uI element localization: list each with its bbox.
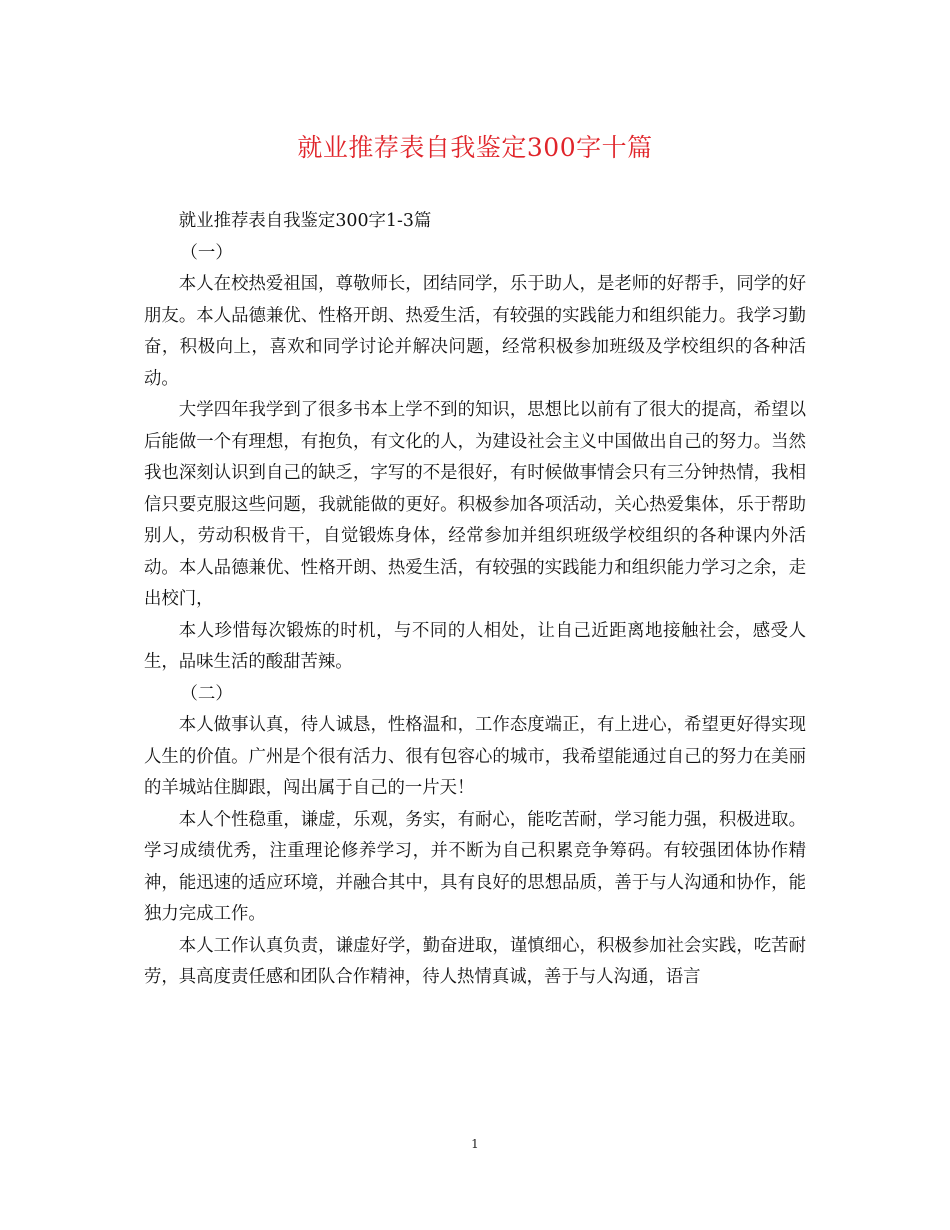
paragraph: 本人珍惜每次锻炼的时机，与不同的人相处，让自己近距离地接触社会，感受人生，品味生活的酸甜苦辣。 [144, 620, 806, 672]
section-heading: （一） [180, 242, 233, 263]
document-title: 就业推荐表自我鉴定300字十篇 [297, 133, 653, 162]
paragraph: 大学四年我学到了很多书本上学不到的知识，思想比以前有了很大的提高，希望以后能做一个有理想，有抱负，有文化的人，为建设社会主义中国做出自己的努力。当然我也深刻认识到自己的缺乏，字写的不是很好，有时候做事情会只有三分钟热情，我相信只要克服这些问题，我就能做的更好。积极参加各项活动，关心热爱集体，乐于帮助别人，劳动积极肯干，自觉锻炼身体，经常参加并组织班级学校组织的各种课内外活动。本人品德兼优、性格开朗、热爱生活，有较强的实践能力和组织能力学习之余，走出校门， [144, 400, 806, 609]
paragraph: 本人个性稳重，谦虚，乐观，务实，有耐心，能吃苦耐，学习能力强，积极进取。学习成绩优秀，注重理论修养学习，并不断为自己积累竞争筹码。有较强团体协作精神，能迅速的适应环境，并融合其中，具有良好的思想品质，善于与人沟通和协作，能独力完成工作。 [144, 809, 806, 924]
page-number: 1 [471, 1137, 479, 1151]
document-body [144, 206, 806, 994]
paragraph: 本人在校热爱祖国，尊敬师长，团结同学，乐于助人，是老师的好帮手，同学的好朋友。本人品德兼优、性格开朗、热爱生活，有较强的实践能力和组织能力。我学习勤奋，积极向上，喜欢和同学讨论并解决问题，经常积极参加班级及学校组织的各种活动。 [144, 274, 806, 389]
paragraph: 本人工作认真负责，谦虚好学，勤奋进取，谨慎细心，积极参加社会实践，吃苦耐劳，具高度责任感和团队合作精神，待人热情真诚，善于与人沟通，语言 [144, 935, 806, 987]
paragraph: 本人做事认真，待人诚恳，性格温和，工作态度端正，有上进心，希望更好得实现人生的价值。广州是个很有活力、很有包容心的城市，我希望能通过自己的努力在美丽的羊城站住脚跟，闯出属于自己的一片天！ [144, 715, 806, 798]
document-subtitle: 就业推荐表自我鉴定300字1-3篇 [178, 211, 432, 231]
section-heading: （二） [180, 683, 233, 704]
